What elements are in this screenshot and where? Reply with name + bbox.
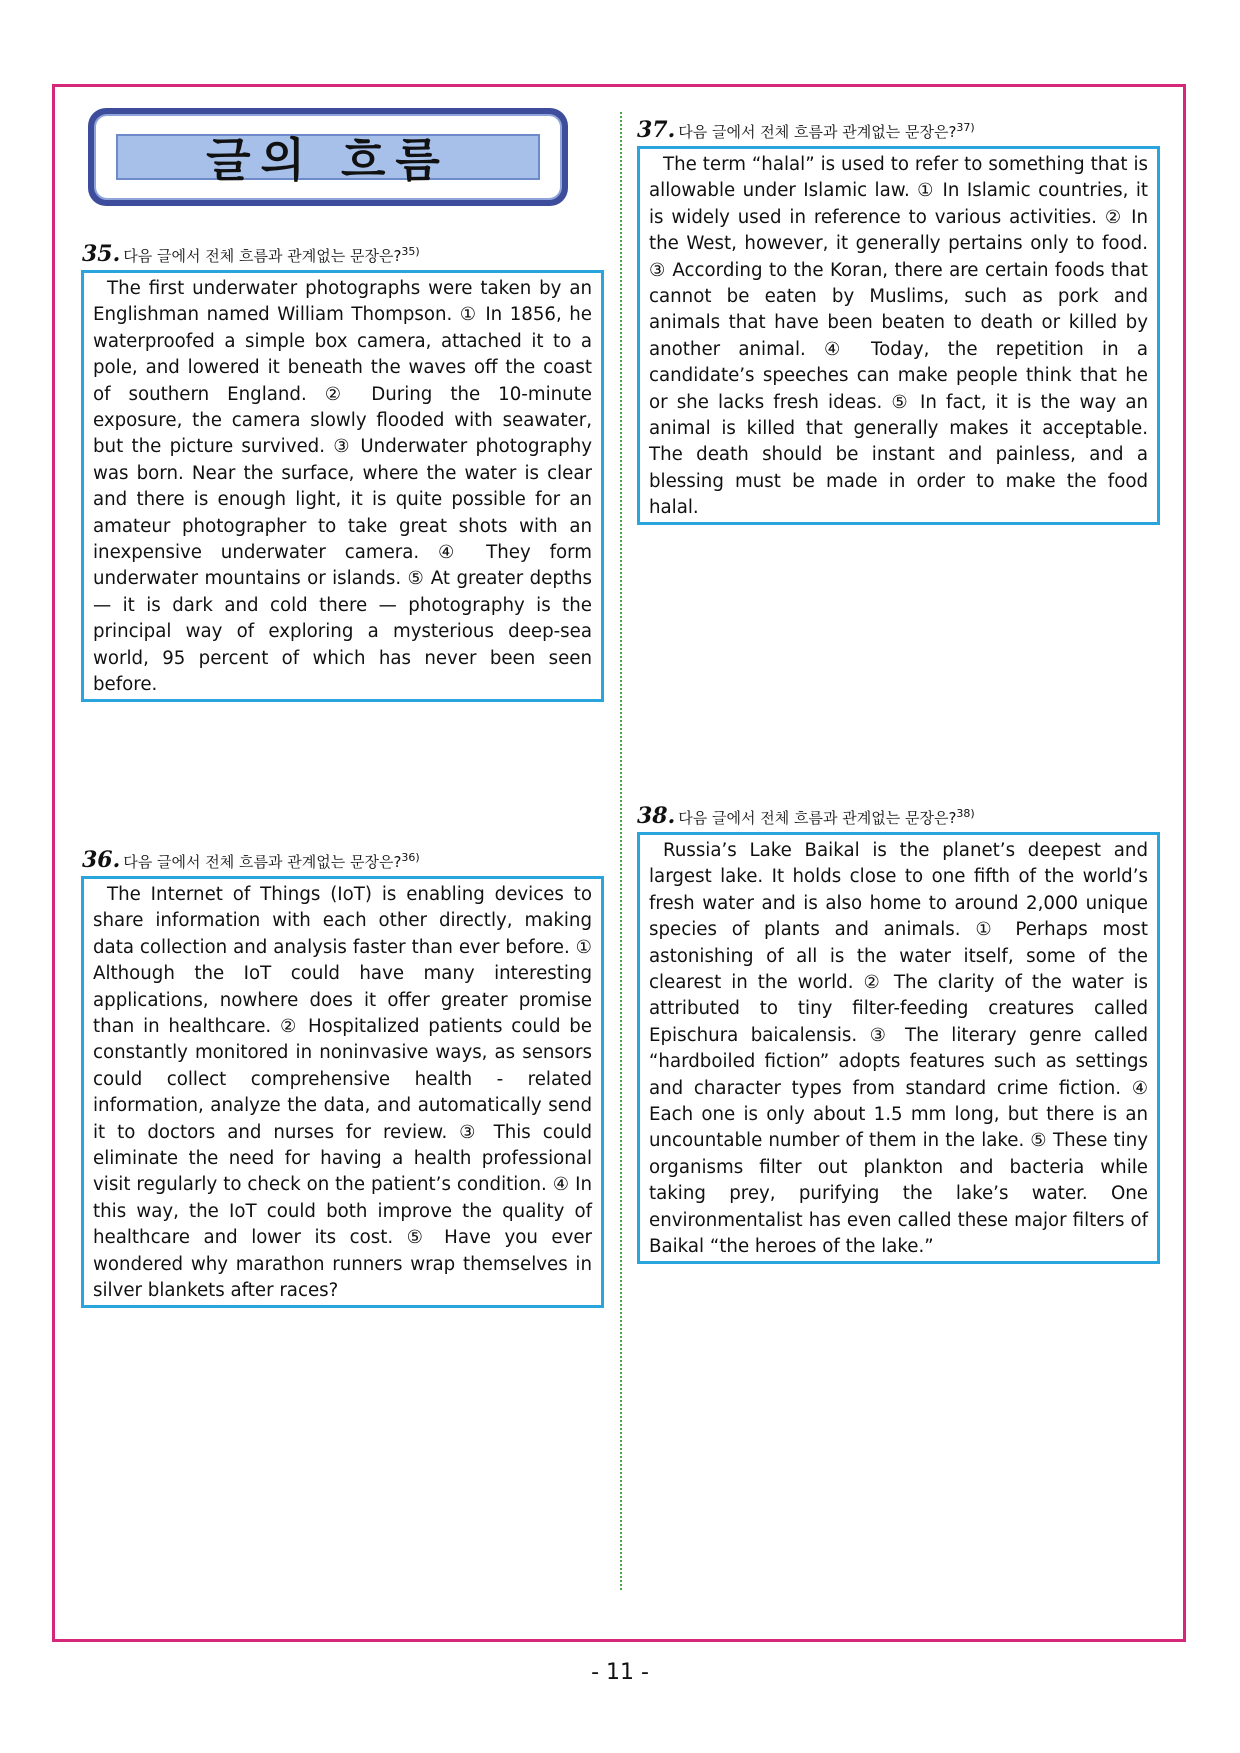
question-number: 38.: [637, 803, 676, 829]
question-37-heading: [637, 117, 975, 143]
question-prompt: 다음 글에서 전체 흐름과 관계없는 문장은?: [123, 853, 402, 871]
question-37-passage: The term “halal” is used to refer to something that is allowable under Islamic law. ① In Islamic countries, it is widely used in reference to various activities. ② In the West, however, it generally pertains only to food. ③ According to the Koran, there are certain foods that cannot be eaten by Muslims, such as pork and animals that have been beaten to death or killed by another animal. ④ Today, the repetition in a candidate’s speeches can make people think that he or she lacks fresh ideas. ⑤ In fact, it is the way an animal is killed that generally makes it acceptable. The death should be instant and painless, and a blessing must be made in order to make the food halal.: [649, 154, 1148, 519]
question-prompt: 다음 글에서 전체 흐름과 관계없는 문장은?: [678, 123, 957, 141]
question-number: 35.: [82, 241, 121, 267]
footnote-ref: 35): [401, 245, 420, 258]
question-38-passage-box: [637, 832, 1160, 1264]
question-prompt: 다음 글에서 전체 흐름과 관계없는 문장은?: [123, 247, 402, 265]
question-35-passage-box: [81, 270, 604, 702]
question-36-heading: [82, 847, 420, 873]
question-36-passage-box: [81, 876, 604, 1308]
section-title-banner: [88, 108, 568, 206]
section-title: 글의 흐름: [206, 133, 450, 187]
question-37-passage-box: [637, 146, 1160, 525]
footnote-ref: 38): [956, 807, 975, 820]
question-prompt: 다음 글에서 전체 흐름과 관계없는 문장은?: [678, 809, 957, 827]
footnote-ref: 37): [956, 121, 975, 134]
question-35-passage: The first underwater photographs were taken by an Englishman named William Thompson. ① In 1856, he waterproofed a simple box camera, attached it to a pole, and lowered it beneath the waves off the coast of southern England. ② During the 10-minute exposure, the camera slowly flooded with seawater, but the picture survived. ③ Underwater photography was born. Near the surface, where the water is clear and there is enough light, it is quite possible for an amateur photographer to take great shots with an inexpensive underwater camera. ④ They form underwater mountains or islands. ⑤ At greater depths — it is dark and cold there — photography is the principal way of exploring a mysterious deep-sea world, 95 percent of which has never been seen before.: [93, 278, 592, 696]
column-divider: [620, 112, 622, 1590]
question-number: 37.: [637, 117, 676, 143]
question-number: 36.: [82, 847, 121, 873]
question-38-passage: Russia’s Lake Baikal is the planet’s deepest and largest lake. It holds close to one fifth of the world’s fresh water and is also home to around 2,000 unique species of plants and animals. ① Perhaps most astonishing of all is the water itself, some of the clearest in the world. ② The clarity of the water is attributed to tiny filter-feeding creatures called Epischura baicalensis. ③ The literary genre called “hardboiled fiction” adopts features such as settings and character types from standard crime fiction. ④ Each one is only about 1.5 mm long, but there is an uncountable number of them in the lake. ⑤ These tiny organisms filter out plankton and bacteria while taking prey, purifying the lake’s water. One environmentalist has even called these major filters of Baikal “the heroes of the lake.”: [649, 840, 1148, 1258]
question-35-heading: [82, 241, 420, 267]
question-36-passage: The Internet of Things (IoT) is enabling devices to share information with each other directly, making data collection and analysis faster than ever before. ① Although the IoT could have many interesting applications, nowhere does it offer greater promise than in healthcare. ② Hospitalized patients could be constantly monitored in noninvasive ways, as sensors could collect comprehensive health - related information, analyze the data, and automatically send it to doctors and nurses for review. ③ This could eliminate the need for having a health professional visit regularly to check on the patient’s condition. ④ In this way, the IoT could both improve the quality of healthcare and lower its cost. ⑤ Have you ever wondered why marathon runners wrap themselves in silver blankets after races?: [93, 884, 592, 1302]
footnote-ref: 36): [401, 851, 420, 864]
question-38-heading: [637, 803, 975, 829]
page-number: - 11 -: [591, 1660, 649, 1685]
